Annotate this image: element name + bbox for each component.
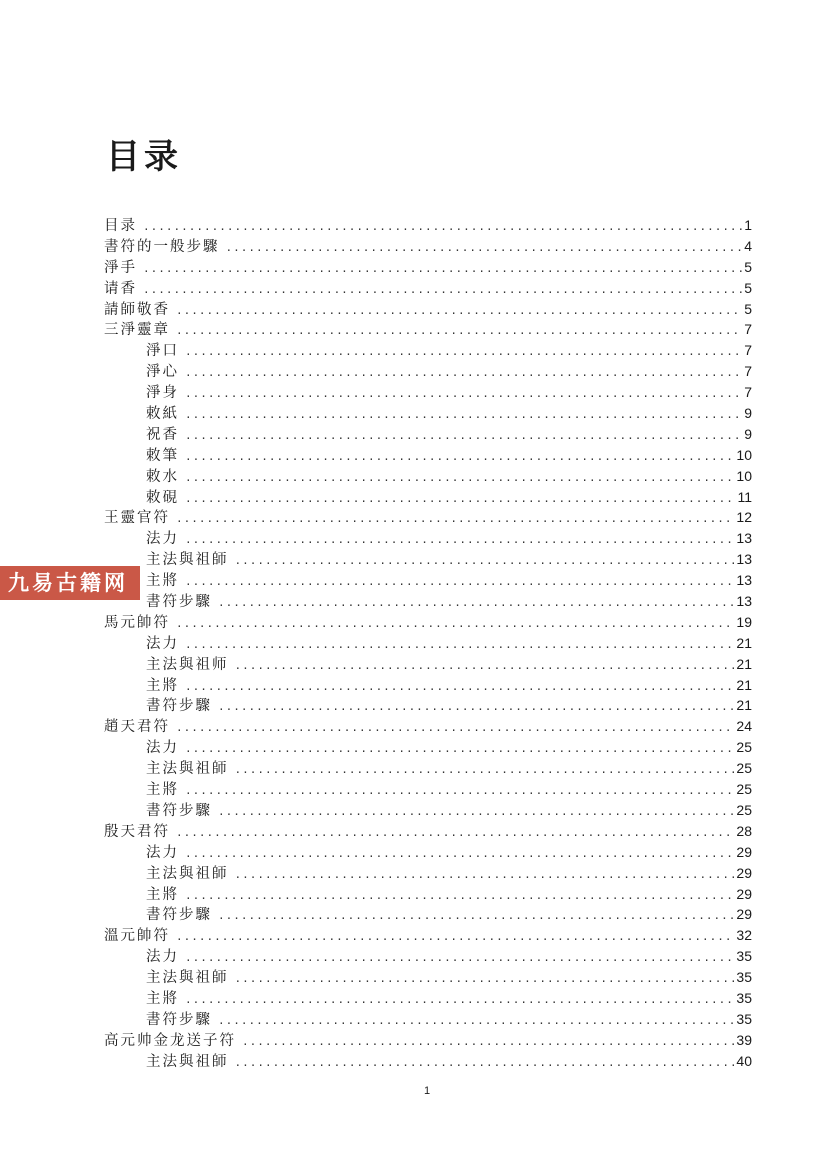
toc-entry[interactable] bbox=[104, 654, 752, 675]
toc-entry[interactable] bbox=[104, 278, 752, 299]
toc-entry-page: 21 bbox=[736, 676, 752, 693]
toc-entry-label: 高元帅金龙送子符 bbox=[104, 1032, 236, 1049]
toc-dot-leader bbox=[185, 530, 734, 551]
toc-dot-leader bbox=[185, 739, 734, 760]
toc-dot-leader bbox=[176, 823, 734, 844]
toc-entry-label: 主法與祖师 bbox=[146, 656, 229, 673]
toc-entry-page: 35 bbox=[736, 969, 752, 986]
toc-entry-label: 敕水 bbox=[146, 468, 179, 485]
toc-entry-page: 21 bbox=[736, 634, 752, 651]
toc-entry-page: 4 bbox=[744, 237, 752, 254]
toc-entry-page: 35 bbox=[736, 1010, 752, 1027]
toc-entry-label: 主法與祖師 bbox=[146, 970, 229, 987]
toc-dot-leader bbox=[143, 259, 742, 280]
toc-entry-label: 淨手 bbox=[104, 259, 137, 276]
toc-dot-leader bbox=[185, 384, 742, 405]
toc-entry[interactable] bbox=[104, 403, 752, 424]
toc-entry-label: 主法與祖師 bbox=[146, 865, 229, 882]
toc-entry-label: 主將 bbox=[146, 677, 179, 694]
toc-dot-leader bbox=[176, 509, 734, 530]
toc-entry-page: 32 bbox=[736, 927, 752, 944]
toc-dot-leader bbox=[185, 489, 735, 510]
toc-entry-page: 9 bbox=[744, 425, 752, 442]
toc-entry-page: 21 bbox=[736, 697, 752, 714]
toc-entry[interactable] bbox=[104, 633, 752, 654]
toc-dot-leader bbox=[185, 426, 742, 447]
toc-entry[interactable] bbox=[104, 737, 752, 758]
toc-entry-label: 溫元帥符 bbox=[104, 928, 170, 945]
toc-dot-leader bbox=[185, 447, 734, 468]
toc-dot-leader bbox=[242, 1032, 734, 1053]
toc-dot-leader bbox=[185, 886, 734, 907]
toc-entry-label: 目录 bbox=[104, 218, 137, 234]
toc-entry-page: 24 bbox=[736, 718, 752, 735]
toc-entry-label: 主法與祖師 bbox=[146, 552, 229, 569]
toc-entry[interactable] bbox=[104, 779, 752, 800]
toc-entry-page: 5 bbox=[744, 279, 752, 296]
toc-entry[interactable] bbox=[104, 445, 752, 466]
toc-entry-label: 淨口 bbox=[146, 343, 179, 360]
toc-entry[interactable] bbox=[104, 863, 752, 884]
toc-dot-leader bbox=[176, 718, 734, 739]
toc-dot-leader bbox=[185, 948, 734, 969]
toc-entry-label: 法力 bbox=[146, 949, 179, 966]
toc-entry-page: 13 bbox=[736, 530, 752, 547]
toc-entry[interactable] bbox=[104, 591, 752, 612]
toc-entry[interactable] bbox=[104, 257, 752, 278]
toc-entry[interactable] bbox=[104, 215, 752, 236]
toc-entry[interactable] bbox=[104, 299, 752, 320]
toc-dot-leader bbox=[235, 969, 735, 990]
toc-entry-label: 敕硯 bbox=[146, 489, 179, 506]
toc-entry-page: 40 bbox=[736, 1052, 752, 1069]
toc-entry-page: 25 bbox=[736, 801, 752, 818]
toc-dot-leader bbox=[185, 572, 734, 593]
toc-entry[interactable] bbox=[104, 1030, 752, 1051]
toc-entry[interactable] bbox=[104, 361, 752, 382]
toc-entry[interactable] bbox=[104, 507, 752, 528]
toc-entry[interactable] bbox=[104, 319, 752, 340]
toc-entry-label: 書符步驟 bbox=[146, 802, 212, 819]
toc-dot-leader bbox=[235, 1053, 735, 1074]
toc-entry-page: 5 bbox=[744, 300, 752, 317]
toc-entry-page: 9 bbox=[744, 405, 752, 422]
toc-entry-page: 29 bbox=[736, 906, 752, 923]
toc-entry-page: 11 bbox=[737, 488, 752, 505]
toc-entry-label: 書符步驟 bbox=[146, 594, 212, 611]
toc-entry-page: 7 bbox=[744, 342, 752, 359]
toc-entry[interactable] bbox=[104, 1051, 752, 1072]
toc-entry-label: 敕筆 bbox=[146, 447, 179, 464]
toc-entry-label: 祝香 bbox=[146, 426, 179, 443]
toc-entry-page: 7 bbox=[744, 363, 752, 380]
toc-entry-label: 書符步驟 bbox=[146, 698, 212, 715]
toc-entry-label: 馬元帥符 bbox=[104, 614, 170, 631]
toc-dot-leader bbox=[218, 906, 734, 927]
toc-entry-label: 書符的一般步驟 bbox=[104, 238, 220, 255]
toc-entry-label: 書符步驟 bbox=[146, 907, 212, 924]
toc-entry-label: 淨身 bbox=[146, 385, 179, 402]
toc-entry-page: 25 bbox=[736, 781, 752, 798]
toc-entry-page: 28 bbox=[736, 822, 752, 839]
toc-entry[interactable] bbox=[104, 466, 752, 487]
toc-entry-page: 25 bbox=[736, 739, 752, 756]
toc-entry-page: 29 bbox=[736, 885, 752, 902]
toc-entry[interactable] bbox=[104, 821, 752, 842]
toc-dot-leader bbox=[143, 280, 742, 301]
toc-entry[interactable] bbox=[104, 884, 752, 905]
toc-dot-leader bbox=[185, 635, 734, 656]
toc-entry-page: 29 bbox=[736, 843, 752, 860]
toc-entry-page: 19 bbox=[736, 613, 752, 630]
toc-entry[interactable] bbox=[104, 695, 752, 716]
toc-entry-page: 35 bbox=[736, 948, 752, 965]
toc-entry[interactable] bbox=[104, 340, 752, 361]
toc-entry-label: 王靈官符 bbox=[104, 510, 170, 527]
toc-dot-leader bbox=[218, 1011, 734, 1032]
page-number: 1 bbox=[424, 1085, 431, 1097]
toc-entry[interactable] bbox=[104, 946, 752, 967]
toc-entry-page: 10 bbox=[736, 467, 752, 484]
toc-entry[interactable] bbox=[104, 800, 752, 821]
toc-entry[interactable] bbox=[104, 612, 752, 633]
table-of-contents bbox=[104, 215, 752, 1072]
toc-entry-label: 主法與祖師 bbox=[146, 1053, 229, 1070]
toc-entry[interactable] bbox=[104, 904, 752, 925]
toc-entry-label: 請師敬香 bbox=[104, 301, 170, 318]
toc-entry[interactable] bbox=[104, 528, 752, 549]
toc-entry-page: 21 bbox=[736, 655, 752, 672]
toc-entry[interactable] bbox=[104, 925, 752, 946]
toc-entry-label: 法力 bbox=[146, 740, 179, 757]
watermark-banner: 九易古籍网 bbox=[0, 566, 140, 600]
toc-entry-label: 法力 bbox=[146, 531, 179, 548]
toc-entry[interactable] bbox=[104, 570, 752, 591]
toc-entry-page: 35 bbox=[736, 989, 752, 1006]
toc-dot-leader bbox=[185, 781, 734, 802]
toc-entry-label: 主將 bbox=[146, 782, 179, 799]
toc-entry-label: 主將 bbox=[146, 573, 179, 590]
toc-dot-leader bbox=[235, 551, 735, 572]
toc-dot-leader bbox=[185, 363, 742, 384]
toc-entry-label: 法力 bbox=[146, 844, 179, 861]
toc-entry-page: 1 bbox=[744, 217, 752, 233]
toc-entry-page: 25 bbox=[736, 760, 752, 777]
toc-entry-page: 10 bbox=[736, 446, 752, 463]
toc-dot-leader bbox=[218, 697, 734, 718]
toc-dot-leader bbox=[176, 614, 734, 635]
toc-entry[interactable] bbox=[104, 424, 752, 445]
toc-entry-label: 敕紙 bbox=[146, 406, 179, 423]
toc-entry-page: 13 bbox=[736, 551, 752, 568]
toc-dot-leader bbox=[235, 656, 735, 677]
toc-dot-leader bbox=[176, 927, 734, 948]
page-title: 目录 bbox=[106, 137, 182, 177]
toc-entry-page: 7 bbox=[744, 321, 752, 338]
toc-entry[interactable] bbox=[104, 675, 752, 696]
toc-entry-label: 主將 bbox=[146, 886, 179, 903]
toc-dot-leader bbox=[185, 677, 734, 698]
toc-entry[interactable] bbox=[104, 382, 752, 403]
toc-entry-label: 書符步驟 bbox=[146, 1011, 212, 1028]
toc-entry-page: 29 bbox=[736, 864, 752, 881]
toc-entry-label: 淨心 bbox=[146, 364, 179, 381]
toc-entry-label: 趙天君符 bbox=[104, 719, 170, 736]
toc-entry-page: 7 bbox=[744, 384, 752, 401]
toc-dot-leader bbox=[185, 405, 742, 426]
toc-entry[interactable] bbox=[104, 967, 752, 988]
toc-entry-page: 13 bbox=[736, 593, 752, 610]
toc-dot-leader bbox=[143, 217, 742, 238]
toc-entry-label: 三淨靈章 bbox=[104, 322, 170, 339]
toc-entry[interactable] bbox=[104, 1009, 752, 1030]
toc-entry[interactable] bbox=[104, 758, 752, 779]
toc-dot-leader bbox=[185, 844, 734, 865]
toc-entry-label: 殷天君符 bbox=[104, 823, 170, 840]
toc-entry[interactable] bbox=[104, 716, 752, 737]
toc-entry-label: 法力 bbox=[146, 635, 179, 652]
toc-entry-label: 主法與祖師 bbox=[146, 761, 229, 778]
toc-dot-leader bbox=[218, 802, 734, 823]
toc-dot-leader bbox=[185, 990, 734, 1011]
toc-entry[interactable] bbox=[104, 236, 752, 257]
toc-entry[interactable] bbox=[104, 487, 752, 508]
toc-entry[interactable] bbox=[104, 549, 752, 570]
toc-entry-label: 主將 bbox=[146, 990, 179, 1007]
toc-dot-leader bbox=[235, 760, 735, 781]
toc-entry[interactable] bbox=[104, 842, 752, 863]
toc-dot-leader bbox=[235, 865, 735, 886]
toc-dot-leader bbox=[218, 593, 734, 614]
toc-dot-leader bbox=[226, 238, 743, 259]
toc-entry-page: 39 bbox=[736, 1031, 752, 1048]
toc-entry-page: 12 bbox=[736, 509, 752, 526]
toc-entry[interactable] bbox=[104, 988, 752, 1009]
toc-entry-page: 5 bbox=[744, 258, 752, 275]
toc-entry-label: 请香 bbox=[104, 280, 137, 297]
toc-dot-leader bbox=[185, 468, 734, 489]
toc-entry-page: 13 bbox=[736, 572, 752, 589]
toc-dot-leader bbox=[185, 342, 742, 363]
toc-dot-leader bbox=[176, 301, 742, 322]
toc-dot-leader bbox=[176, 321, 742, 342]
